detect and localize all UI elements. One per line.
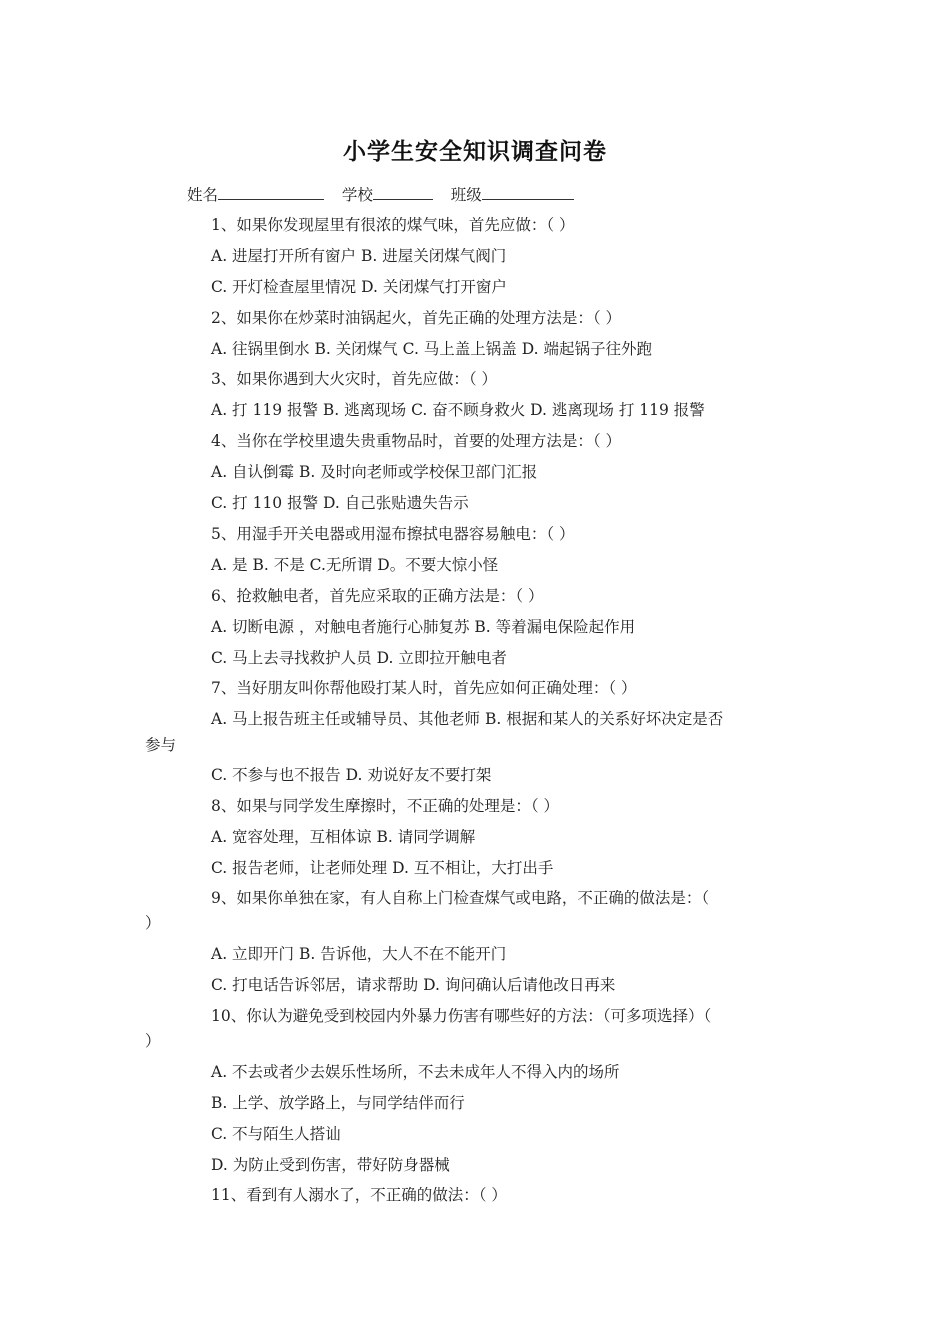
question-2: 2、如果你在炒菜时油锅起火，首先正确的处理方法是：（ ） xyxy=(211,309,622,327)
question-8: 8、如果与同学发生摩擦时，不正确的处理是：（ ） xyxy=(211,797,560,815)
question-7-options-ab: A. 马上报告班主任或辅导员、其他老师 B. 根据和某人的关系好坏决定是否 xyxy=(211,710,724,728)
question-3: 3、如果你遇到大火灾时，首先应做：（ ） xyxy=(211,370,498,388)
question-6-options-ab: A. 切断电源 ，对触电者施行心肺复苏 B. 等着漏电保险起作用 xyxy=(211,618,636,636)
school-blank[interactable] xyxy=(373,184,433,200)
question-7-options-ab-continued: 参与 xyxy=(145,736,177,754)
question-2-options: A. 往锅里倒水 B. 关闭煤气 C. 马上盖上锅盖 D. 端起锅子往外跑 xyxy=(211,340,652,358)
question-10-option-c: C. 不与陌生人搭讪 xyxy=(211,1125,341,1143)
question-6-options-cd: C. 马上去寻找救护人员 D. 立即拉开触电者 xyxy=(211,649,507,667)
question-8-options-ab: A. 宽容处理，互相体谅 B. 请同学调解 xyxy=(211,828,476,846)
question-6: 6、抢救触电者，首先应采取的正确方法是：（ ） xyxy=(211,587,544,605)
page-title: 小学生安全知识调查问卷 xyxy=(343,138,607,165)
question-10: 10、你认为避免受到校园内外暴力伤害有哪些好的方法：（可多项选择）（ xyxy=(211,1007,712,1025)
question-10-option-a: A. 不去或者少去娱乐性场所，不去未成年人不得入内的场所 xyxy=(211,1063,620,1081)
question-3-options: A. 打 119 报警 B. 逃离现场 C. 奋不顾身救火 D. 逃离现场 打 119 报警 xyxy=(211,401,705,419)
question-1-options-ab: A. 进屋打开所有窗户 B. 进屋关闭煤气阀门 xyxy=(211,247,507,265)
question-9: 9、如果你单独在家，有人自称上门检查煤气或电路，不正确的做法是：（ xyxy=(211,889,710,907)
question-5-options: A. 是 B. 不是 C.无所谓 D。不要大惊小怪 xyxy=(211,556,499,574)
question-1: 1、如果你发现屋里有很浓的煤气味，首先应做：（ ） xyxy=(211,216,575,234)
name-blank[interactable] xyxy=(218,184,324,200)
question-4: 4、当你在学校里遗失贵重物品时，首要的处理方法是：（ ） xyxy=(211,432,622,450)
student-info-row xyxy=(187,184,574,205)
question-1-options-cd: C. 开灯检查屋里情况 D. 关闭煤气打开窗户 xyxy=(211,278,507,296)
question-10-continued: ） xyxy=(145,1032,161,1050)
question-7: 7、当好朋友叫你帮他殴打某人时，首先应如何正确处理：（ ） xyxy=(211,679,637,697)
question-10-option-d: D. 为防止受到伤害，带好防身器械 xyxy=(211,1156,450,1174)
question-7-options-cd: C. 不参与也不报告 D. 劝说好友不要打架 xyxy=(211,766,492,784)
question-8-options-cd: C. 报告老师，让老师处理 D. 互不相让，大打出手 xyxy=(211,859,554,877)
question-9-options-ab: A. 立即开门 B. 告诉他，大人不在不能开门 xyxy=(211,945,507,963)
question-4-options-cd: C. 打 110 报警 D. 自己张贴遗失告示 xyxy=(211,494,469,512)
question-10-option-b: B. 上学、放学路上，与同学结伴而行 xyxy=(211,1094,465,1112)
question-9-options-cd: C. 打电话告诉邻居，请求帮助 D. 询问确认后请他改日再来 xyxy=(211,976,616,994)
question-9-continued: ） xyxy=(145,914,161,932)
question-4-options-ab: A. 自认倒霉 B. 及时向老师或学校保卫部门汇报 xyxy=(211,463,538,481)
question-11: 11、看到有人溺水了，不正确的做法：（ ） xyxy=(211,1186,507,1204)
school-label: 学校 xyxy=(341,186,373,204)
class-blank[interactable] xyxy=(482,184,574,200)
name-label: 姓名 xyxy=(187,186,219,204)
question-5: 5、用湿手开关电器或用湿布擦拭电器容易触电：（ ） xyxy=(211,525,575,543)
class-label: 班级 xyxy=(450,186,482,204)
